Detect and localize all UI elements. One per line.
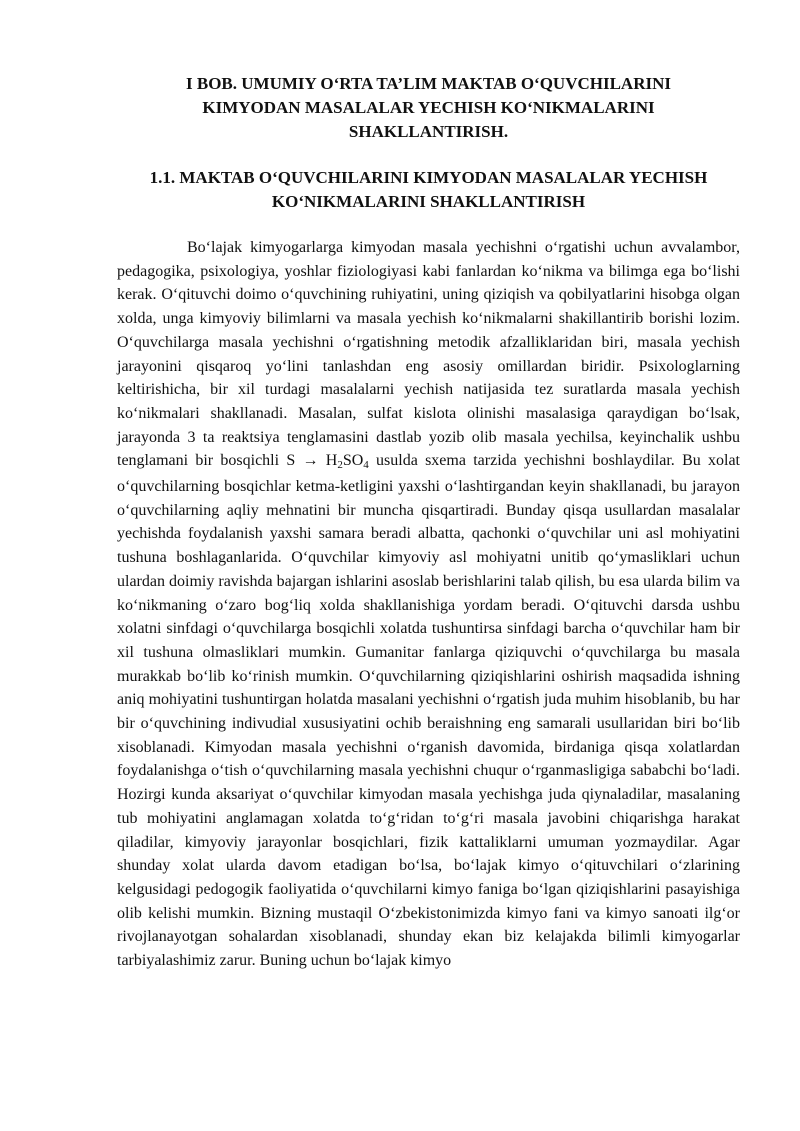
body-paragraph xyxy=(117,236,740,973)
formula-text-so: SO xyxy=(342,452,364,470)
formula-subscript-2: 2 xyxy=(337,459,343,472)
formula-subscript-4: 4 xyxy=(363,459,369,472)
paragraph-text-part1: Bo‘lajak kimyogarlarga kimyodan masala yechishni o‘rgatishi uchun avvalambor, pedagogika, psixologiya, yoshlar fiziologiyasi kabi fanlardan ko‘nikma va bilimga ega bo‘lishi kerak. O‘qituvchi doimo o‘quvchining ruhiyatini, uning qiziqish va qobilyatlarini hisobga olgan xolda, unga kimyoviy bilimlarni va masala yechish ko‘nikmalarni shakillantirib borishi lozim. O‘quvchilarga masala yechishni o‘rgatishning metodik afzalliklaridan biri, masala yechish jarayonini qisqaroq yo‘lini tanlashdan eng asosiy omillardan biridir. Psixologlarning keltirishicha, bir xil turdagi masalalarni yechish natijasida tez suratlarda masala yechish ko‘nikmalari shakllanadi. Masalan, sulfat kislota olinishi masalasiga qaraydigan bo‘lsak, jarayonda 3 ta reaktsiya tenglamasini dastlab yozib olib masala yechilsa, keyinchalik ushbu tenglamani bir bosqichli S → H xyxy=(117,239,740,470)
paragraph-text-part3: usulda sxema tarzida yechishni boshlaydilar. Bu xolat o‘quvchilarning bosqichlar ketma-ketligini yaxshi o‘lashtirgandan keyin shakllanadi, bu jarayon o‘quvchilarning aqliy mehnatini bir muncha qisqartiradi. Bunday qisqa usullardan masalalar yechishda foydalanish yaxshi samara beradi albatta, qachonki o‘quvchilar uni asl mohiyatini tushuna boshlaganlarida. O‘quvchilar kimyoviy asl mohiyatni unitib qo‘ymasliklari uchun ulardan doimiy ravishda bajargan ishlarini asoslab berishlarini talab qilish, bu esa ularda bilim va ko‘nikmaning o‘zaro bog‘liq xolda shakllanishiga yordam beradi. O‘qituvchi darsda ushbu xolatni sinfdagi o‘quvchilarga bosqichli xolatda tushuntirsa sinfdagi barcha o‘quvchilar ham bir xil tushuna olmasliklari mumkin. Gumanitar fanlarga qiziquvchi o‘quvchilarga bu masala murakkab bo‘lib ko‘rinish mumkin. O‘quvchilarning qiziqishlarini oshirish maqsadida ishning aniq mohiyatini tushuntirgan holatda masalani yechishni o‘rgatish juda muhim hisoblanib, bu har bir o‘quvchining indivudial xususiyatini ochib beraishning eng samarali usullaridan biri bo‘lib xisoblanadi. Kimyodan masala yechishni o‘rganish davomida, birdaniga qisqa xolatlardan foydalanishga o‘tish o‘quvchilarning masala yechishni chuqur o‘rganmasligiga sababchi bo‘ladi. Hozirgi kunda aksariyat o‘quvchilar kimyodan masala yechishga juda qiynaladilar, masalaning tub mohiyatini anglamagan xolatda to‘g‘ridan to‘g‘ri masala javobini chiqarishga harakat qiladilar, kimyoviy jarayonlar bosqichlari, fizik kattaliklarni umuman yozmaydilar. Agar shunday xolat ularda davom etadigan bo‘lsa, bo‘lajak kimyo o‘qituvchilari o‘zlarining kelgusidagi pedogogik faoliyatida o‘quvchilarni kimyo faniga bo‘lgan qiziqishlarini pasayishiga olib kelishi mumkin. Bizning mustaqil O‘zbekistonimizda kimyo fani va kimyo sanoati ilg‘or rivojlanayotgan sohalardan xisoblanadi, shunday ekan biz kelajakda bilimli kimyogarlar tarbiyalashimiz zarur. Buning uchun bo‘lajak kimyo xyxy=(117,452,740,970)
chapter-title: I BOB. UMUMIY O‘RTA TA’LIM MAKTAB O‘QUVCHILARINI KIMYODAN MASALALAR YECHISH KO‘NIKMALARINI SHAKLLANTIRISH. xyxy=(185,74,671,141)
section-title: 1.1. MAKTAB O‘QUVCHILARINI KIMYODAN MASALALAR YECHISH KO‘NIKMALARINI SHAKLLANTIRISH xyxy=(149,168,708,211)
